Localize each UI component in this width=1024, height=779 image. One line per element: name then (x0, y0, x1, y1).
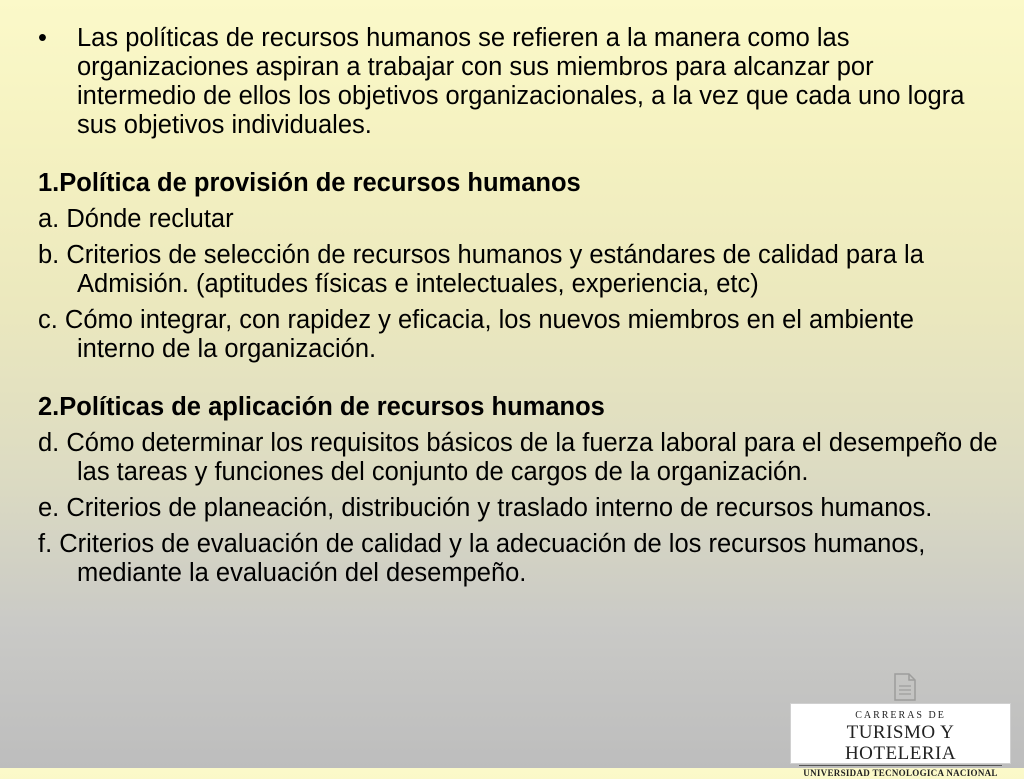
intro-bullet-item (38, 24, 998, 140)
section2-heading: 2.Políticas de aplicación de recursos humanos (38, 393, 605, 421)
university-logo (790, 703, 1011, 778)
section1-item-b: b. Criterios de selección de recursos humanos y estándares de calidad para la Admisión. (aptitudes físicas e intelectuales, experiencia, etc) (38, 241, 924, 298)
section1-item-a: a. Dónde reclutar (38, 205, 234, 233)
logo-main-text: TURISMO Y HOTELERIA (844, 722, 957, 764)
spacer (38, 422, 998, 429)
document-page-icon (893, 672, 919, 702)
spacer (38, 234, 998, 241)
spacer (38, 523, 998, 530)
logo-divider (799, 765, 1002, 766)
logo-top-text: CARRERAS DE (855, 710, 946, 721)
logo-bottom-text: UNIVERSIDAD TECNOLOGICA NACIONAL (803, 768, 998, 778)
intro-text: Las políticas de recursos humanos se refieren a la manera como las organizaciones aspiran a trabajar con sus miembros para alcanzar por intermedio de ellos los objetivos organizacionales, a la vez que cada uno logra sus objetivos individuales. (77, 24, 965, 139)
spacer (38, 487, 998, 494)
spacer (38, 198, 998, 205)
spacer (38, 140, 998, 169)
bullet-marker: • (38, 24, 47, 52)
spacer (38, 364, 998, 393)
spacer (38, 299, 998, 306)
section2-item-d: d. Cómo determinar los requisitos básicos de la fuerza laboral para el desempeño de las tareas y funciones del conjunto de cargos de la organización. (38, 429, 998, 486)
section1-item-c: c. Cómo integrar, con rapidez y eficacia, los nuevos miembros en el ambiente interno de la organización. (38, 306, 914, 363)
section1-heading: 1.Política de provisión de recursos humanos (38, 169, 581, 197)
section2-item-f: f. Criterios de evaluación de calidad y la adecuación de los recursos humanos, mediante la evaluación del desempeño. (38, 530, 926, 587)
slide-content (38, 24, 998, 588)
section2-item-e: e. Criterios de planeación, distribución y traslado interno de recursos humanos. (38, 494, 933, 522)
